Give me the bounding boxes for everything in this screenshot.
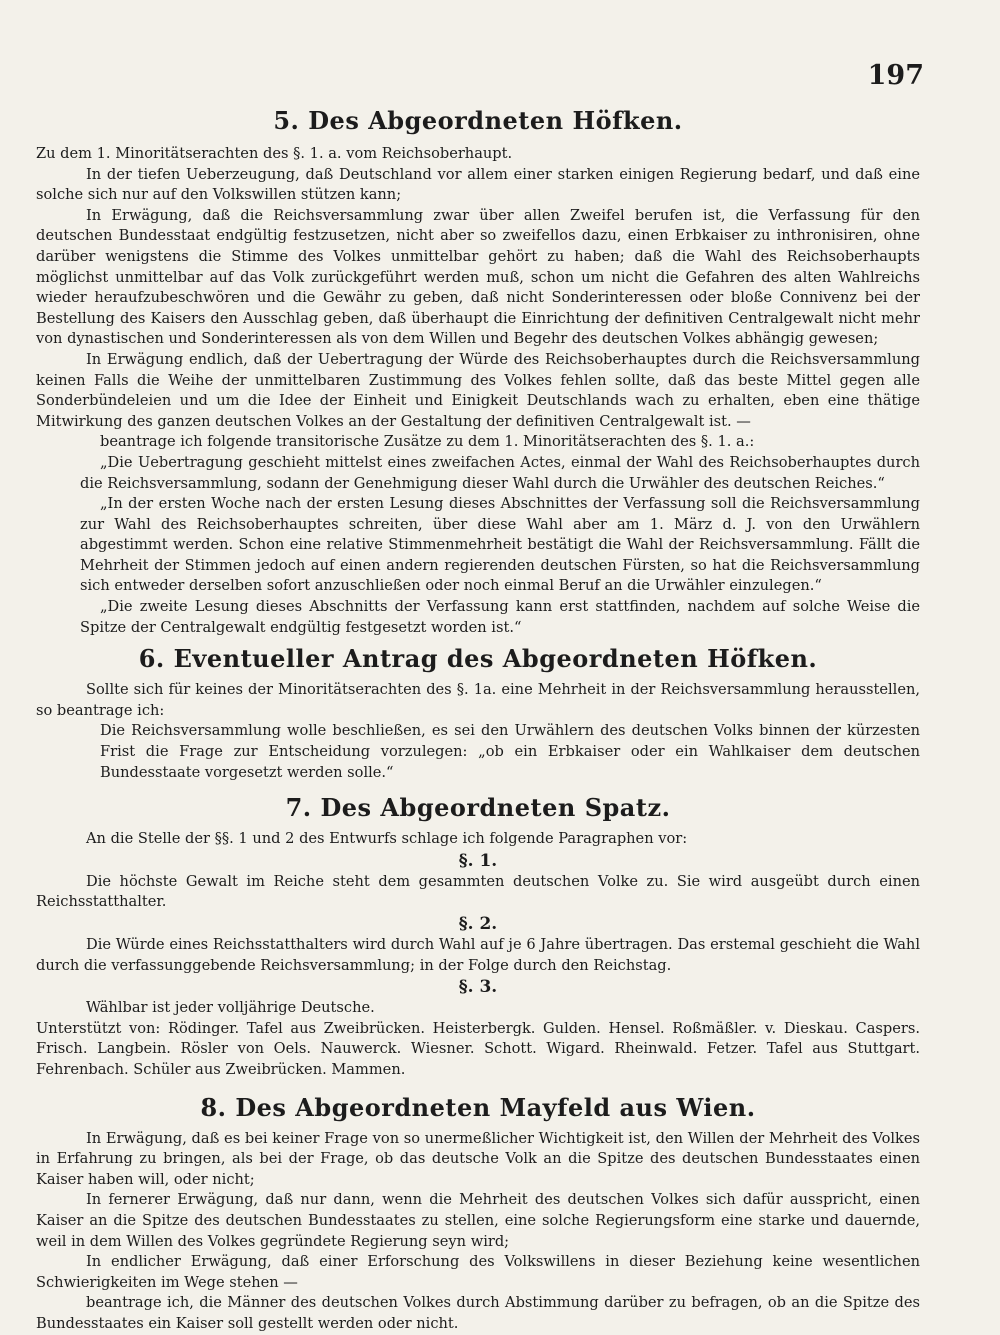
quote-paragraph: Die Reichsversammlung wolle beschließen, es sei den Urwählern des deutschen Volks binnen der kürzesten Frist die Frage zur Entscheidung vorzulegen: „ob ein Erbkaiser oder ein Wahlkaiser dem deutschen Bundesstaate vorgesetzt werden solle.“ — [100, 722, 920, 781]
section-8-heading: 8. Des Abgeordneten Mayfeld aus Wien. — [200, 1092, 756, 1122]
quote-paragraph: „Die Uebertragung geschieht mittelst eines zweifachen Actes, einmal der Wahl des Reichsoberhauptes durch die Reichsversammlung, sodann der Genehmigung dieser Wahl durch die Urwähler des deutschen Reiches.“ — [80, 453, 920, 492]
section-6-quote-block — [100, 721, 920, 783]
quote-paragraph: „In der ersten Woche nach der ersten Lesung dieses Abschnittes der Verfassung soll die Reichsversammlung zur Wahl des Reichsoberhauptes schreiten, über diese Wahl aber am 1. März d. J. von den Urwählern abgestimmt werden. Schon eine relative Stimmenmehrheit bestätigt die Wahl der Reichsversammlung. Fällt die Mehrheit der Stimmen jedoch auf einen andern regierenden deutschen Fürsten, so hat die Reichsversammlung sich entweder derselben sofort anzuschließen oder noch einmal Beruf an die Urwähler einzulegen.“ — [80, 495, 920, 595]
section-5-quote-block — [80, 453, 920, 638]
section-5-paragraph: In der tiefen Ueberzeugung, daß Deutschland vor allem einer starken einigen Regierung bedarf, und daß eine solche sich nur auf den Volkswillen stützen kann; — [36, 165, 920, 204]
section-5-paragraph: In Erwägung endlich, daß der Uebertragung der Würde des Reichsoberhauptes durch die Reichsversammlung keinen Falls die Weihe der unmittelbaren Zustimmung des Volkes fehlen sollte, daß das beste Mittel gegen alle Sonderbündeleien und um die Idee der Einheit und Einigkeit Deutschlands wach zu erhalten, eben eine thätige Mitwirkung des ganzen deutschen Volkes an der Gestaltung der definitiven Centralgewalt ist. — — [36, 350, 920, 430]
supporters-list: Unterstützt von: Rödinger. Tafel aus Zweibrücken. Heisterbergk. Gulden. Hensel. Roßmäßler. v. Dieskau. Caspers. Frisch. Langbein. Rösler von Oels. Nauwerck. Wiesner. Schott. Wigard. Rheinwald. Fetzer. Tafel aus Stuttgart. Fehrenbach. Schüler aus Zweibrücken. Mammen. — [36, 1019, 920, 1078]
section-7-paragraph: Wählbar ist jeder volljährige Deutsche. — [86, 999, 375, 1017]
section-6-heading: 6. Eventueller Antrag des Abgeordneten Höfken. — [138, 644, 818, 674]
page-number: 197 — [867, 60, 924, 91]
section-5-heading: 5. Des Abgeordneten Höfken. — [273, 106, 683, 135]
section-8-motion: beantrage ich, die Männer des deutschen Volkes durch Abstimmung darüber zu befragen, ob an die Spitze des Bundesstaates ein Kaiser soll gestellt werden oder nicht. — [36, 1294, 920, 1332]
section-5-paragraph: In Erwägung, daß die Reichsversammlung zwar über allen Zweifel berufen ist, die Verfassung für den deutschen Bundesstaat endgültig festzusetzen, nicht aber so zweifellos dazu, einen Erbkaiser zu inthronisiren, ohne darüber wenigstens die Stimme des Volkes unmittelbar gehört zu haben; daß die Wahl des Reichsoberhaupts möglichst unmittelbar auf das Volk zurückgeführt werden muß, schon um nicht die Gefahren des alten Wahlreichs wieder heraufzubeschwören und die Gewähr zu geben, daß nicht Sonderinteressen oder bloße Connivenz bei der Bestellung des Kaisers den Ausschlag geben, daß überhaupt die Einrichtung der definitiven Centralgewalt nicht mehr von dynastischen und Sonderinteressen als von dem Willen und Begehr des deutschen Volkes abhängig gewesen; — [36, 206, 920, 348]
section-8-paragraph: In endlicher Erwägung, daß einer Erforschung des Volkswillens in dieser Beziehung keine wesentlichen Schwierigkeiten im Wege stehen — — [36, 1253, 920, 1291]
quote-paragraph: „Die zweite Lesung dieses Abschnitts der Verfassung kann erst stattfinden, nachdem auf solche Weise die Spitze der Centralgewalt endgültig festgesetzt worden ist.“ — [80, 598, 920, 636]
section-7-heading: 7. Des Abgeordneten Spatz. — [285, 793, 671, 823]
section-5-intro: Zu dem 1. Minoritätserachten des §. 1. a. vom Reichsoberhaupt. — [36, 145, 513, 162]
section-7-intro: An die Stelle der §§. 1 und 2 des Entwurfs schlage ich folgende Paragraphen vor: — [86, 830, 688, 848]
section-6-paragraph: Sollte sich für keines der Minoritätserachten des §. 1a. eine Mehrheit in der Reichsversammlung herausstellen, so beantrage ich: — [36, 681, 920, 719]
paragraph-number: §. 3. — [458, 977, 498, 998]
paragraph-number: §. 2. — [458, 914, 498, 934]
section-8-paragraph: In Erwägung, daß es bei keiner Frage von so unermeßlicher Wichtigkeit ist, den Willen der Mehrheit des Volkes in Erfahrung zu bringen, als bei der Frage, ob das deutsche Volk an die Spitze des deutschen Bundesstaates einen Kaiser haben will, oder nicht; — [36, 1129, 920, 1188]
section-7-paragraph: Die Würde eines Reichsstatthalters wird durch Wahl auf je 6 Jahre übertragen. Das erstemal geschieht die Wahl durch die verfassunggebende Reichsversammlung; in der Folge durch den Reichstag. — [36, 936, 920, 974]
page-content — [36, 100, 920, 1335]
section-8-paragraph: In fernerer Erwägung, daß nur dann, wenn die Mehrheit des deutschen Volkes sich dafür ausspricht, einen Kaiser an die Spitze des deutschen Bundesstaates zu stellen, eine solche Regierungsform eine starke und dauernde, weil in dem Willen des Volkes gegründete Regierung seyn wird; — [36, 1191, 920, 1250]
paragraph-number: §. 1. — [458, 850, 498, 871]
section-5-motion: beantrage ich folgende transitorische Zusätze zu dem 1. Minoritätserachten des §. 1. a.: — [100, 433, 755, 451]
section-7-paragraph: Die höchste Gewalt im Reiche steht dem gesammten deutschen Volke zu. Sie wird ausgeübt durch einen Reichsstatthalter. — [36, 872, 920, 911]
